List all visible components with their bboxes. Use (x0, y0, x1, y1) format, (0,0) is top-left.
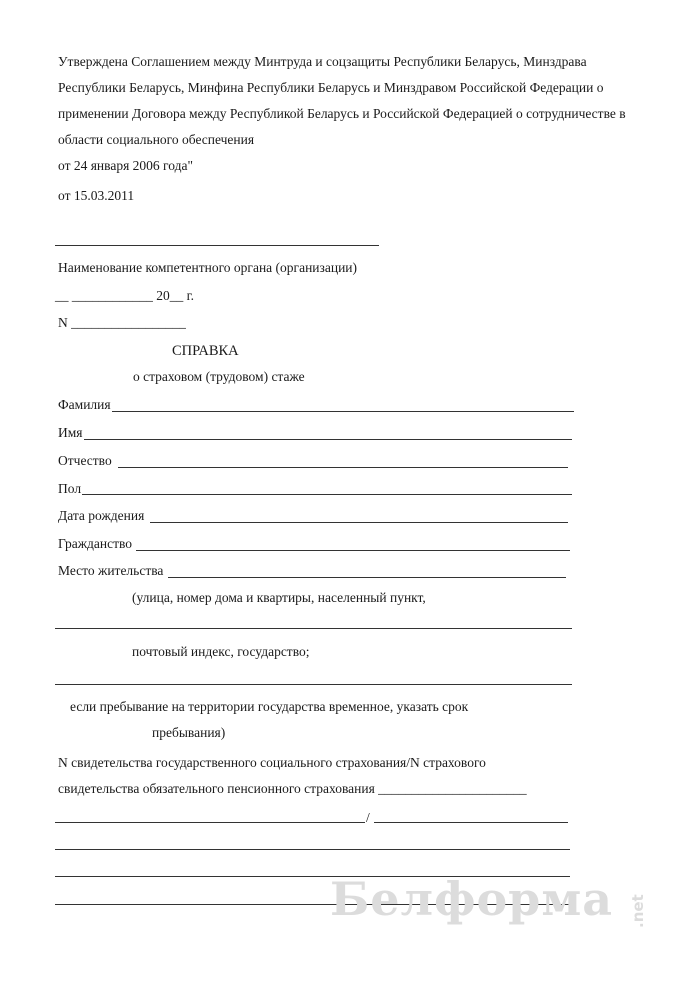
birth-date-label: Дата рождения (58, 508, 145, 523)
address-hint-1: (улица, номер дома и квартиры, населенный пункт, (132, 590, 426, 605)
belforma-watermark: Белформа (330, 872, 614, 926)
certificate-number-part-2[interactable] (374, 822, 568, 823)
patronymic-input-line[interactable] (118, 467, 568, 468)
address-hint-4: пребывания) (152, 725, 226, 740)
name-input-line[interactable] (84, 439, 572, 440)
certificate-slash: / (366, 810, 370, 825)
certificate-label-line-1: N свидетельства государственного социального страхования/N страхового (58, 755, 486, 770)
residence-input-line[interactable] (168, 577, 566, 578)
document-title: СПРАВКА (172, 343, 239, 359)
certificate-number-line[interactable]: N _________________ (58, 315, 186, 330)
document-subtitle: о страховом (трудовом) стаже (133, 369, 305, 384)
header-revision-date: от 15.03.2011 (58, 188, 135, 203)
header-date-line: от 24 января 2006 года" (58, 158, 193, 173)
patronymic-label: Отчество (58, 453, 112, 468)
extra-input-line-1[interactable] (55, 849, 570, 850)
address-input-line-1[interactable] (55, 628, 572, 629)
residence-label: Место жительства (58, 563, 164, 578)
certificate-label-line-2[interactable]: свидетельства обязательного пенсионного страхования ______________________ (58, 781, 527, 796)
watermark-suffix: .net (629, 894, 647, 928)
citizenship-input-line[interactable] (136, 550, 570, 551)
org-name-caption: Наименование компетентного органа (организации) (58, 260, 358, 275)
name-label: Имя (58, 425, 83, 440)
surname-input-line[interactable] (112, 411, 574, 412)
header-line-3: применении Договора между Республикой Беларусь и Российской Федерацией о сотрудничестве в (58, 106, 626, 121)
citizenship-label: Гражданство (58, 536, 133, 551)
sex-input-line[interactable] (82, 494, 572, 495)
birth-date-input-line[interactable] (150, 522, 568, 523)
address-hint-3: если пребывание на территории государства временное, указать срок (70, 699, 469, 714)
address-input-line-2[interactable] (55, 684, 572, 685)
surname-label: Фамилия (58, 397, 111, 412)
certificate-number-part-1[interactable] (55, 822, 365, 823)
header-line-2: Республики Беларусь, Минфина Республики Беларусь и Минздравом Российской Федерации о (58, 80, 604, 95)
issue-date-line[interactable]: __ ____________ 20__ г. (55, 288, 195, 303)
org-name-line[interactable] (55, 245, 379, 246)
header-line-4: области социального обеспечения (58, 132, 255, 147)
sex-label: Пол (58, 481, 82, 496)
address-hint-2: почтовый индекс, государство; (132, 644, 310, 659)
header-line-1: Утверждена Соглашением между Минтруда и соцзащиты Республики Беларусь, Минздрава (58, 54, 587, 69)
